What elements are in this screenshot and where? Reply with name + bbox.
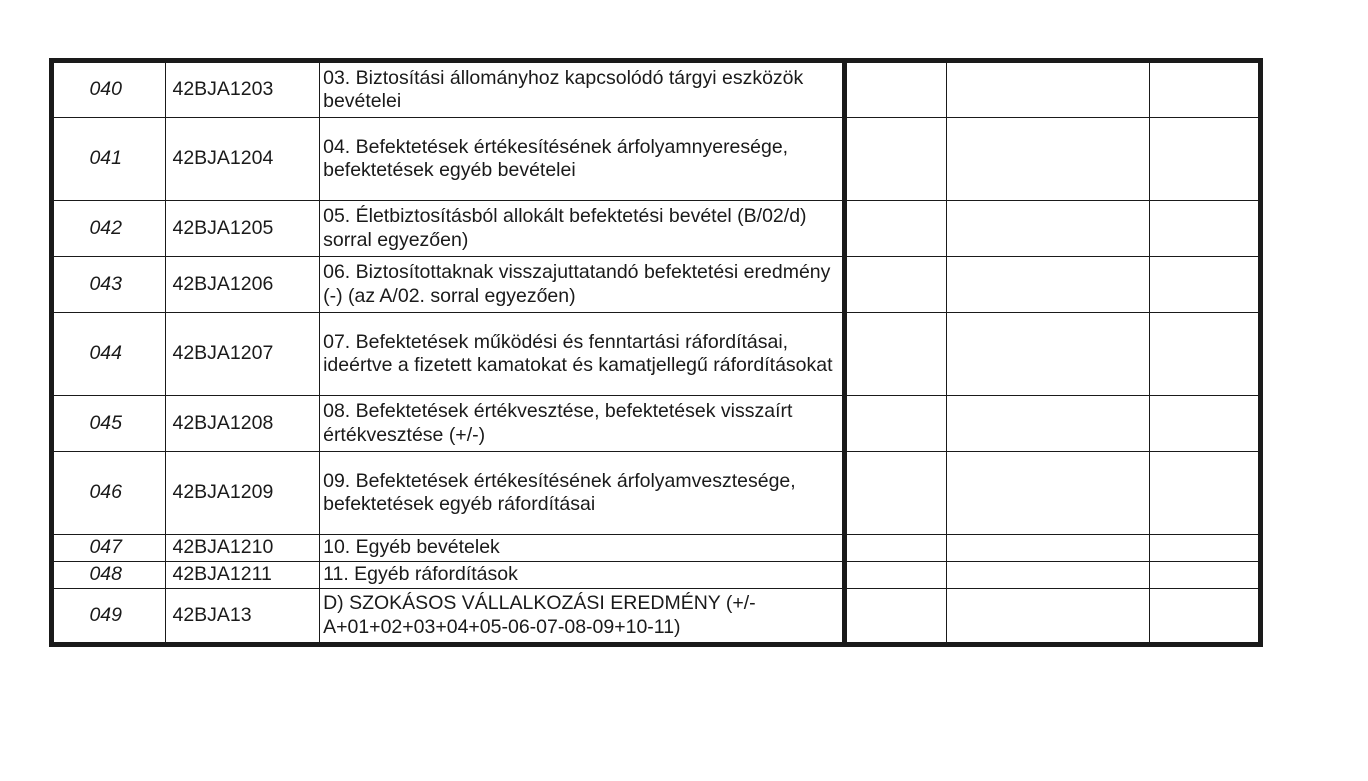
value-cell-3[interactable]: [1149, 201, 1261, 257]
value-cell-3[interactable]: [1149, 118, 1261, 201]
row-description: 05. Életbiztosításból allokált befektetési bevétel (B/02/d) sorral egyezően): [320, 201, 845, 257]
value-cell-3[interactable]: [1149, 313, 1261, 396]
value-cell-1[interactable]: [845, 61, 946, 118]
table-row: [52, 201, 1261, 257]
row-number: 049: [52, 589, 166, 645]
value-cell-1[interactable]: [845, 201, 946, 257]
row-description: 09. Befektetések értékesítésének árfolyamvesztesége, befektetések egyéb ráfordításai: [320, 452, 845, 535]
value-cell-2[interactable]: [946, 118, 1149, 201]
row-code: 42BJA1208: [166, 396, 320, 452]
row-description: 10. Egyéb bevételek: [320, 535, 845, 562]
value-cell-1[interactable]: [845, 313, 946, 396]
row-description: 11. Egyéb ráfordítások: [320, 562, 845, 589]
value-cell-2[interactable]: [946, 257, 1149, 313]
value-cell-1[interactable]: [845, 257, 946, 313]
row-number: 044: [52, 313, 166, 396]
value-cell-3[interactable]: [1149, 452, 1261, 535]
table-row: [52, 535, 1261, 562]
value-cell-3[interactable]: [1149, 396, 1261, 452]
value-cell-3[interactable]: [1149, 61, 1261, 118]
row-description: 08. Befektetések értékvesztése, befektetések visszaírt értékvesztése (+/-): [320, 396, 845, 452]
row-code: 42BJA1204: [166, 118, 320, 201]
table-row: [52, 313, 1261, 396]
table-row: [52, 562, 1261, 589]
row-number: 045: [52, 396, 166, 452]
value-cell-1[interactable]: [845, 396, 946, 452]
row-code: 42BJA1203: [166, 61, 320, 118]
value-cell-1[interactable]: [845, 589, 946, 645]
report-table: [49, 58, 1263, 647]
value-cell-1[interactable]: [845, 452, 946, 535]
row-code: 42BJA13: [166, 589, 320, 645]
table-row: [52, 61, 1261, 118]
table-row: [52, 396, 1261, 452]
value-cell-3[interactable]: [1149, 535, 1261, 562]
row-description: 06. Biztosítottaknak visszajuttatandó befektetési eredmény (-) (az A/02. sorral egyezően): [320, 257, 845, 313]
table-row: [52, 589, 1261, 645]
row-number: 040: [52, 61, 166, 118]
value-cell-2[interactable]: [946, 589, 1149, 645]
row-code: 42BJA1211: [166, 562, 320, 589]
value-cell-3[interactable]: [1149, 257, 1261, 313]
value-cell-1[interactable]: [845, 118, 946, 201]
table-row: [52, 257, 1261, 313]
row-code: 42BJA1209: [166, 452, 320, 535]
row-description: 07. Befektetések működési és fenntartási ráfordításai, ideértve a fizetett kamatokat és kamatjellegű ráfordításokat: [320, 313, 845, 396]
value-cell-2[interactable]: [946, 201, 1149, 257]
value-cell-2[interactable]: [946, 535, 1149, 562]
row-number: 042: [52, 201, 166, 257]
row-code: 42BJA1205: [166, 201, 320, 257]
row-number: 047: [52, 535, 166, 562]
value-cell-2[interactable]: [946, 396, 1149, 452]
value-cell-2[interactable]: [946, 562, 1149, 589]
row-code: 42BJA1210: [166, 535, 320, 562]
value-cell-2[interactable]: [946, 61, 1149, 118]
row-description: 04. Befektetések értékesítésének árfolyamnyeresége, befektetések egyéb bevételei: [320, 118, 845, 201]
row-number: 041: [52, 118, 166, 201]
value-cell-3[interactable]: [1149, 589, 1261, 645]
row-code: 42BJA1207: [166, 313, 320, 396]
table-row: [52, 118, 1261, 201]
row-number: 048: [52, 562, 166, 589]
row-number: 043: [52, 257, 166, 313]
value-cell-3[interactable]: [1149, 562, 1261, 589]
row-code: 42BJA1206: [166, 257, 320, 313]
table-row: [52, 452, 1261, 535]
value-cell-1[interactable]: [845, 535, 946, 562]
value-cell-1[interactable]: [845, 562, 946, 589]
row-description: 03. Biztosítási állományhoz kapcsolódó tárgyi eszközök bevételei: [320, 61, 845, 118]
row-number: 046: [52, 452, 166, 535]
row-description: D) SZOKÁSOS VÁLLALKOZÁSI EREDMÉNY (+/- A+01+02+03+04+05-06-07-08-09+10-11): [320, 589, 845, 645]
value-cell-2[interactable]: [946, 452, 1149, 535]
value-cell-2[interactable]: [946, 313, 1149, 396]
